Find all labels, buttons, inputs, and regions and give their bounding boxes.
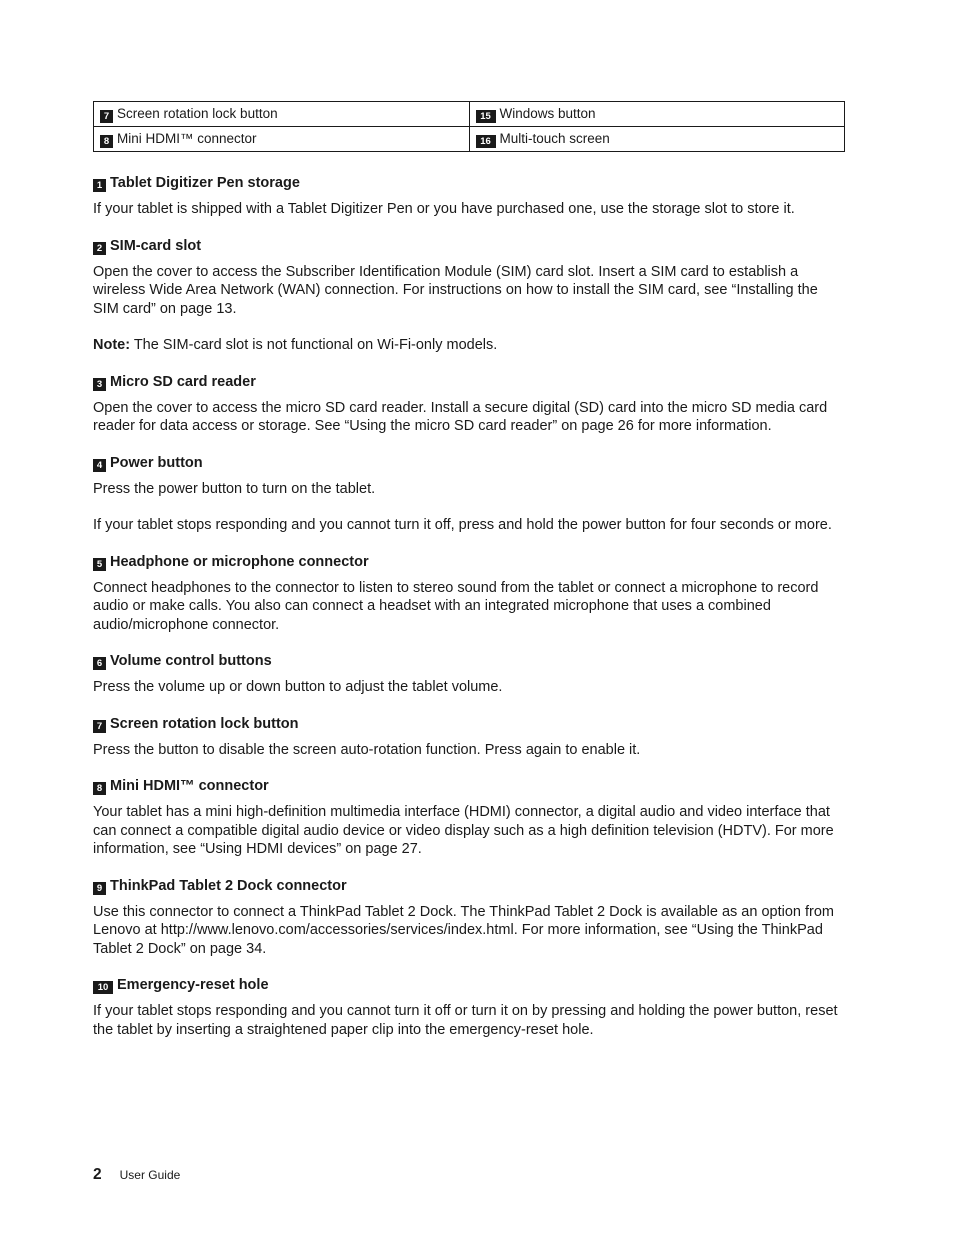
section-heading xyxy=(93,373,845,391)
footer-title: User Guide xyxy=(119,1168,181,1182)
section-heading xyxy=(93,715,845,733)
legend-number-badge: 15 xyxy=(476,110,496,123)
section-title: Headphone or microphone connector xyxy=(110,553,369,570)
section-9 xyxy=(93,877,845,959)
section-4 xyxy=(93,454,845,535)
section-number-badge: 10 xyxy=(93,981,113,994)
section-heading xyxy=(93,652,845,670)
legend-row xyxy=(94,102,845,127)
section-number-badge: 7 xyxy=(93,720,106,733)
section-number-badge: 4 xyxy=(93,459,106,472)
section-title: Volume control buttons xyxy=(110,653,272,669)
section-title: Screen rotation lock button xyxy=(110,715,299,732)
legend-cell xyxy=(469,102,845,127)
legend-cell xyxy=(469,127,845,152)
section-paragraph: Press the volume up or down button to adjust the tablet volume. xyxy=(93,679,503,695)
section-number-badge: 2 xyxy=(93,242,106,255)
section-title: SIM-card slot xyxy=(110,237,202,254)
section-heading xyxy=(93,454,845,472)
legend-table-body xyxy=(94,102,845,152)
legend-cell xyxy=(94,127,470,152)
legend-label: Windows button xyxy=(499,105,596,121)
note-label: Note: xyxy=(93,337,131,353)
note-paragraph xyxy=(93,336,845,355)
section-7 xyxy=(93,715,845,760)
page-number: 2 xyxy=(93,1166,102,1183)
section-paragraph: If your tablet stops responding and you cannot turn it off, press and hold the power button for four seconds or more. xyxy=(93,517,832,533)
section-heading xyxy=(93,174,845,192)
section-8 xyxy=(93,777,845,859)
section-heading xyxy=(93,777,845,795)
section-title: Tablet Digitizer Pen storage xyxy=(110,175,300,191)
section-2 xyxy=(93,237,845,355)
legend-label: Mini HDMI™ connector xyxy=(117,130,257,146)
section-10 xyxy=(93,976,845,1039)
section-paragraph: If your tablet stops responding and you cannot turn it off or turn it on by pressing and holding the power button, reset the tablet by inserting a straightened paper clip into the emergency-reset hole. xyxy=(93,1003,838,1038)
legend-cell xyxy=(94,102,470,127)
legend-number-badge: 16 xyxy=(476,135,496,148)
section-paragraph: Press the button to disable the screen auto-rotation function. Press again to enable it. xyxy=(93,741,641,758)
legend-number-badge: 7 xyxy=(100,110,113,123)
note-text: The SIM-card slot is not functional on Wi-Fi-only models. xyxy=(130,337,498,353)
legend-row xyxy=(94,127,845,152)
section-paragraph: Open the cover to access the Subscriber Identification Module (SIM) card slot. Insert a SIM card to establish a wireless Wide Area Network (WAN) connection. For instructions on how to install the SIM card, see “Installing the SIM card” on page 13. xyxy=(93,263,818,317)
section-paragraph: Press the power button to turn on the tablet. xyxy=(93,480,376,497)
legend-label: Screen rotation lock button xyxy=(117,105,278,121)
page-content xyxy=(93,101,845,1057)
section-number-badge: 8 xyxy=(93,782,106,795)
section-heading xyxy=(93,976,845,994)
section-title: Mini HDMI™ connector xyxy=(110,778,269,794)
section-number-badge: 9 xyxy=(93,882,106,895)
page-footer xyxy=(93,1166,180,1184)
section-title: Emergency-reset hole xyxy=(117,977,269,993)
section-paragraph: Your tablet has a mini high-definition multimedia interface (HDMI) connector, a digital audio and video interface that can connect a compatible digital audio device or video display such as a high definition television (HDTV). For more information, see “Using HDMI devices” on page 27. xyxy=(93,804,834,857)
section-paragraph: If your tablet is shipped with a Tablet Digitizer Pen or you have purchased one, use the storage slot to store it. xyxy=(93,201,795,217)
section-5 xyxy=(93,553,845,635)
section-number-badge: 5 xyxy=(93,558,106,571)
legend-label: Multi-touch screen xyxy=(499,130,610,146)
sections-container xyxy=(93,174,845,1039)
section-number-badge: 3 xyxy=(93,378,106,391)
legend-table xyxy=(93,101,845,152)
section-number-badge: 1 xyxy=(93,179,106,192)
section-paragraph: Use this connector to connect a ThinkPad Tablet 2 Dock. The ThinkPad Tablet 2 Dock is available as an option from Lenovo at http://www.lenovo.com/accessories/services/index.html. For more information, see “Using the ThinkPad Tablet 2 Dock” on page 34. xyxy=(93,903,835,957)
legend-number-badge: 8 xyxy=(100,135,113,148)
section-heading xyxy=(93,877,845,895)
section-1 xyxy=(93,174,845,219)
section-heading xyxy=(93,237,845,255)
section-paragraph: Connect headphones to the connector to listen to stereo sound from the tablet or connect a microphone to record audio or make calls. You also can connect a headset with an integrated microphone that uses a combined audio/microphone connector. xyxy=(93,579,819,633)
section-number-badge: 6 xyxy=(93,657,106,670)
section-6 xyxy=(93,652,845,697)
section-title: Micro SD card reader xyxy=(110,373,256,390)
section-paragraph: Open the cover to access the micro SD card reader. Install a secure digital (SD) card into the micro SD media card reader for data access or storage. See “Using the micro SD card reader” on page 26 for more information. xyxy=(93,399,828,434)
section-title: Power button xyxy=(110,454,203,471)
section-heading xyxy=(93,553,845,571)
section-3 xyxy=(93,373,845,436)
section-title: ThinkPad Tablet 2 Dock connector xyxy=(110,877,347,894)
